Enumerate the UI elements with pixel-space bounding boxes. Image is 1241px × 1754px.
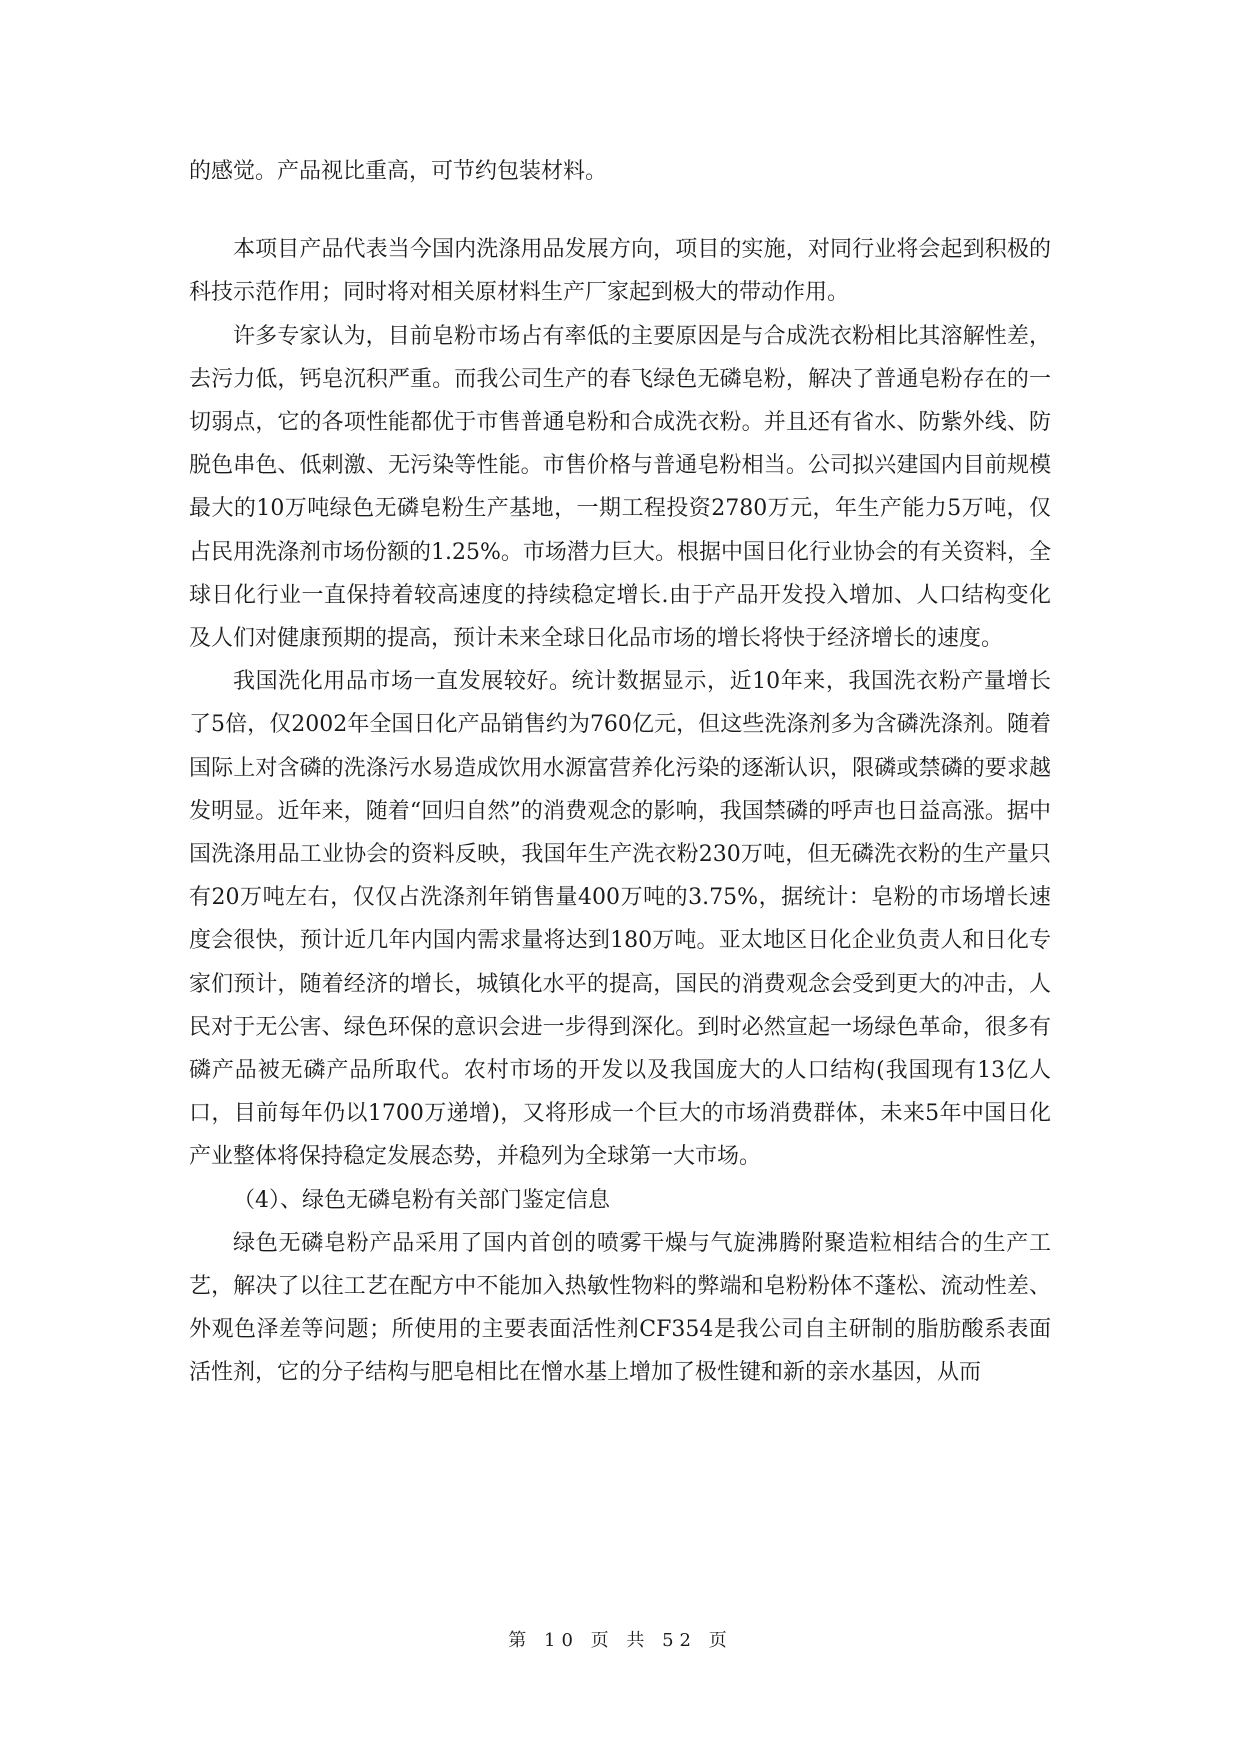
page-number-footer: 第 10 页 共 52 页: [508, 1630, 733, 1651]
document-body: [189, 150, 1051, 1395]
paragraph-market-overview: 我国洗化用品市场一直发展较好。统计数据显示，近10年来，我国洗衣粉产量增长了5倍，仅2002年全国日化产品销售约为760亿元，但这些洗涤剂多为含磷洗涤剂。随着国际上对含磷的洗涤污水易造成饮用水源富营养化污染的逐渐认识，限磷或禁磷的要求越发明显。近年来，随着“回归自然”的消费观念的影响，我国禁磷的呼声也日益高涨。据中国洗涤用品工业协会的资料反映，我国年生产洗衣粉230万吨，但无磷洗衣粉的生产量只有20万吨左右，仅仅占洗涤剂年销售量400万吨的3.75%，据统计：皂粉的市场增长速度会很快，预计近几年内国内需求量将达到180万吨。亚太地区日化企业负责人和日化专家们预计，随着经济的增长，城镇化水平的提高，国民的消费观念会受到更大的冲击，人民对于无公害、绿色环保的意识会进一步得到深化。到时必然宣起一场绿色革命，很多有磷产品被无磷产品所取代。农村市场的开发以及我国庞大的人口结构(我国现有13亿人口，目前每年仍以1700万递增)，又将形成一个巨大的市场消费群体，未来5年中国日化产业整体将保持稳定发展态势，并稳列为全球第一大市场。: [189, 669, 1051, 1170]
paragraph-product-process: 绿色无磷皂粉产品采用了国内首创的喷雾干燥与气旋沸腾附聚造粒相结合的生产工艺，解决了以往工艺在配方中不能加入热敏性物料的弊端和皂粉粉体不蓬松、流动性差、外观色泽差等问题；所使用的主要表面活性剂CF354是我公司自主研制的脂肪酸系表面活性剂，它的分子结构与肥皂相比在憎水基上增加了极性键和新的亲水基因，从而: [189, 1230, 1051, 1386]
paragraph-expert-opinion: 许多专家认为，目前皂粉市场占有率低的主要原因是与合成洗衣粉相比其溶解性差，去污力低，钙皂沉积严重。而我公司生产的春飞绿色无磷皂粉，解决了普通皂粉存在的一切弱点，它的各项性能都优于市售普通皂粉和合成洗衣粉。并且还有省水、防紫外线、防脱色串色、低刺激、无污染等性能。市售价格与普通皂粉相当。公司拟兴建国内目前规模最大的10万吨绿色无磷皂粉生产基地，一期工程投资2780万元，年生产能力5万吨，仅占民用洗涤剂市场份额的1.25%。市场潜力巨大。根据中国日化行业协会的有关资料，全球日化行业一直保持着较高速度的持续稳定增长.由于产品开发投入增加、人口结构变化及人们对健康预期的提高，预计未来全球日化品市场的增长将快于经济增长的速度。: [189, 323, 1051, 652]
paragraph-project-significance: 本项目产品代表当今国内洗涤用品发展方向，项目的实施，对同行业将会起到积极的科技示范作用；同时将对相关原材料生产厂家起到极大的带动作用。: [189, 237, 1051, 306]
section-heading-appraisal: （4）、绿色无磷皂粉有关部门鉴定信息: [233, 1187, 610, 1213]
paragraph-continuation: 的感觉。产品视比重高，可节约包装材料。: [189, 159, 608, 184]
